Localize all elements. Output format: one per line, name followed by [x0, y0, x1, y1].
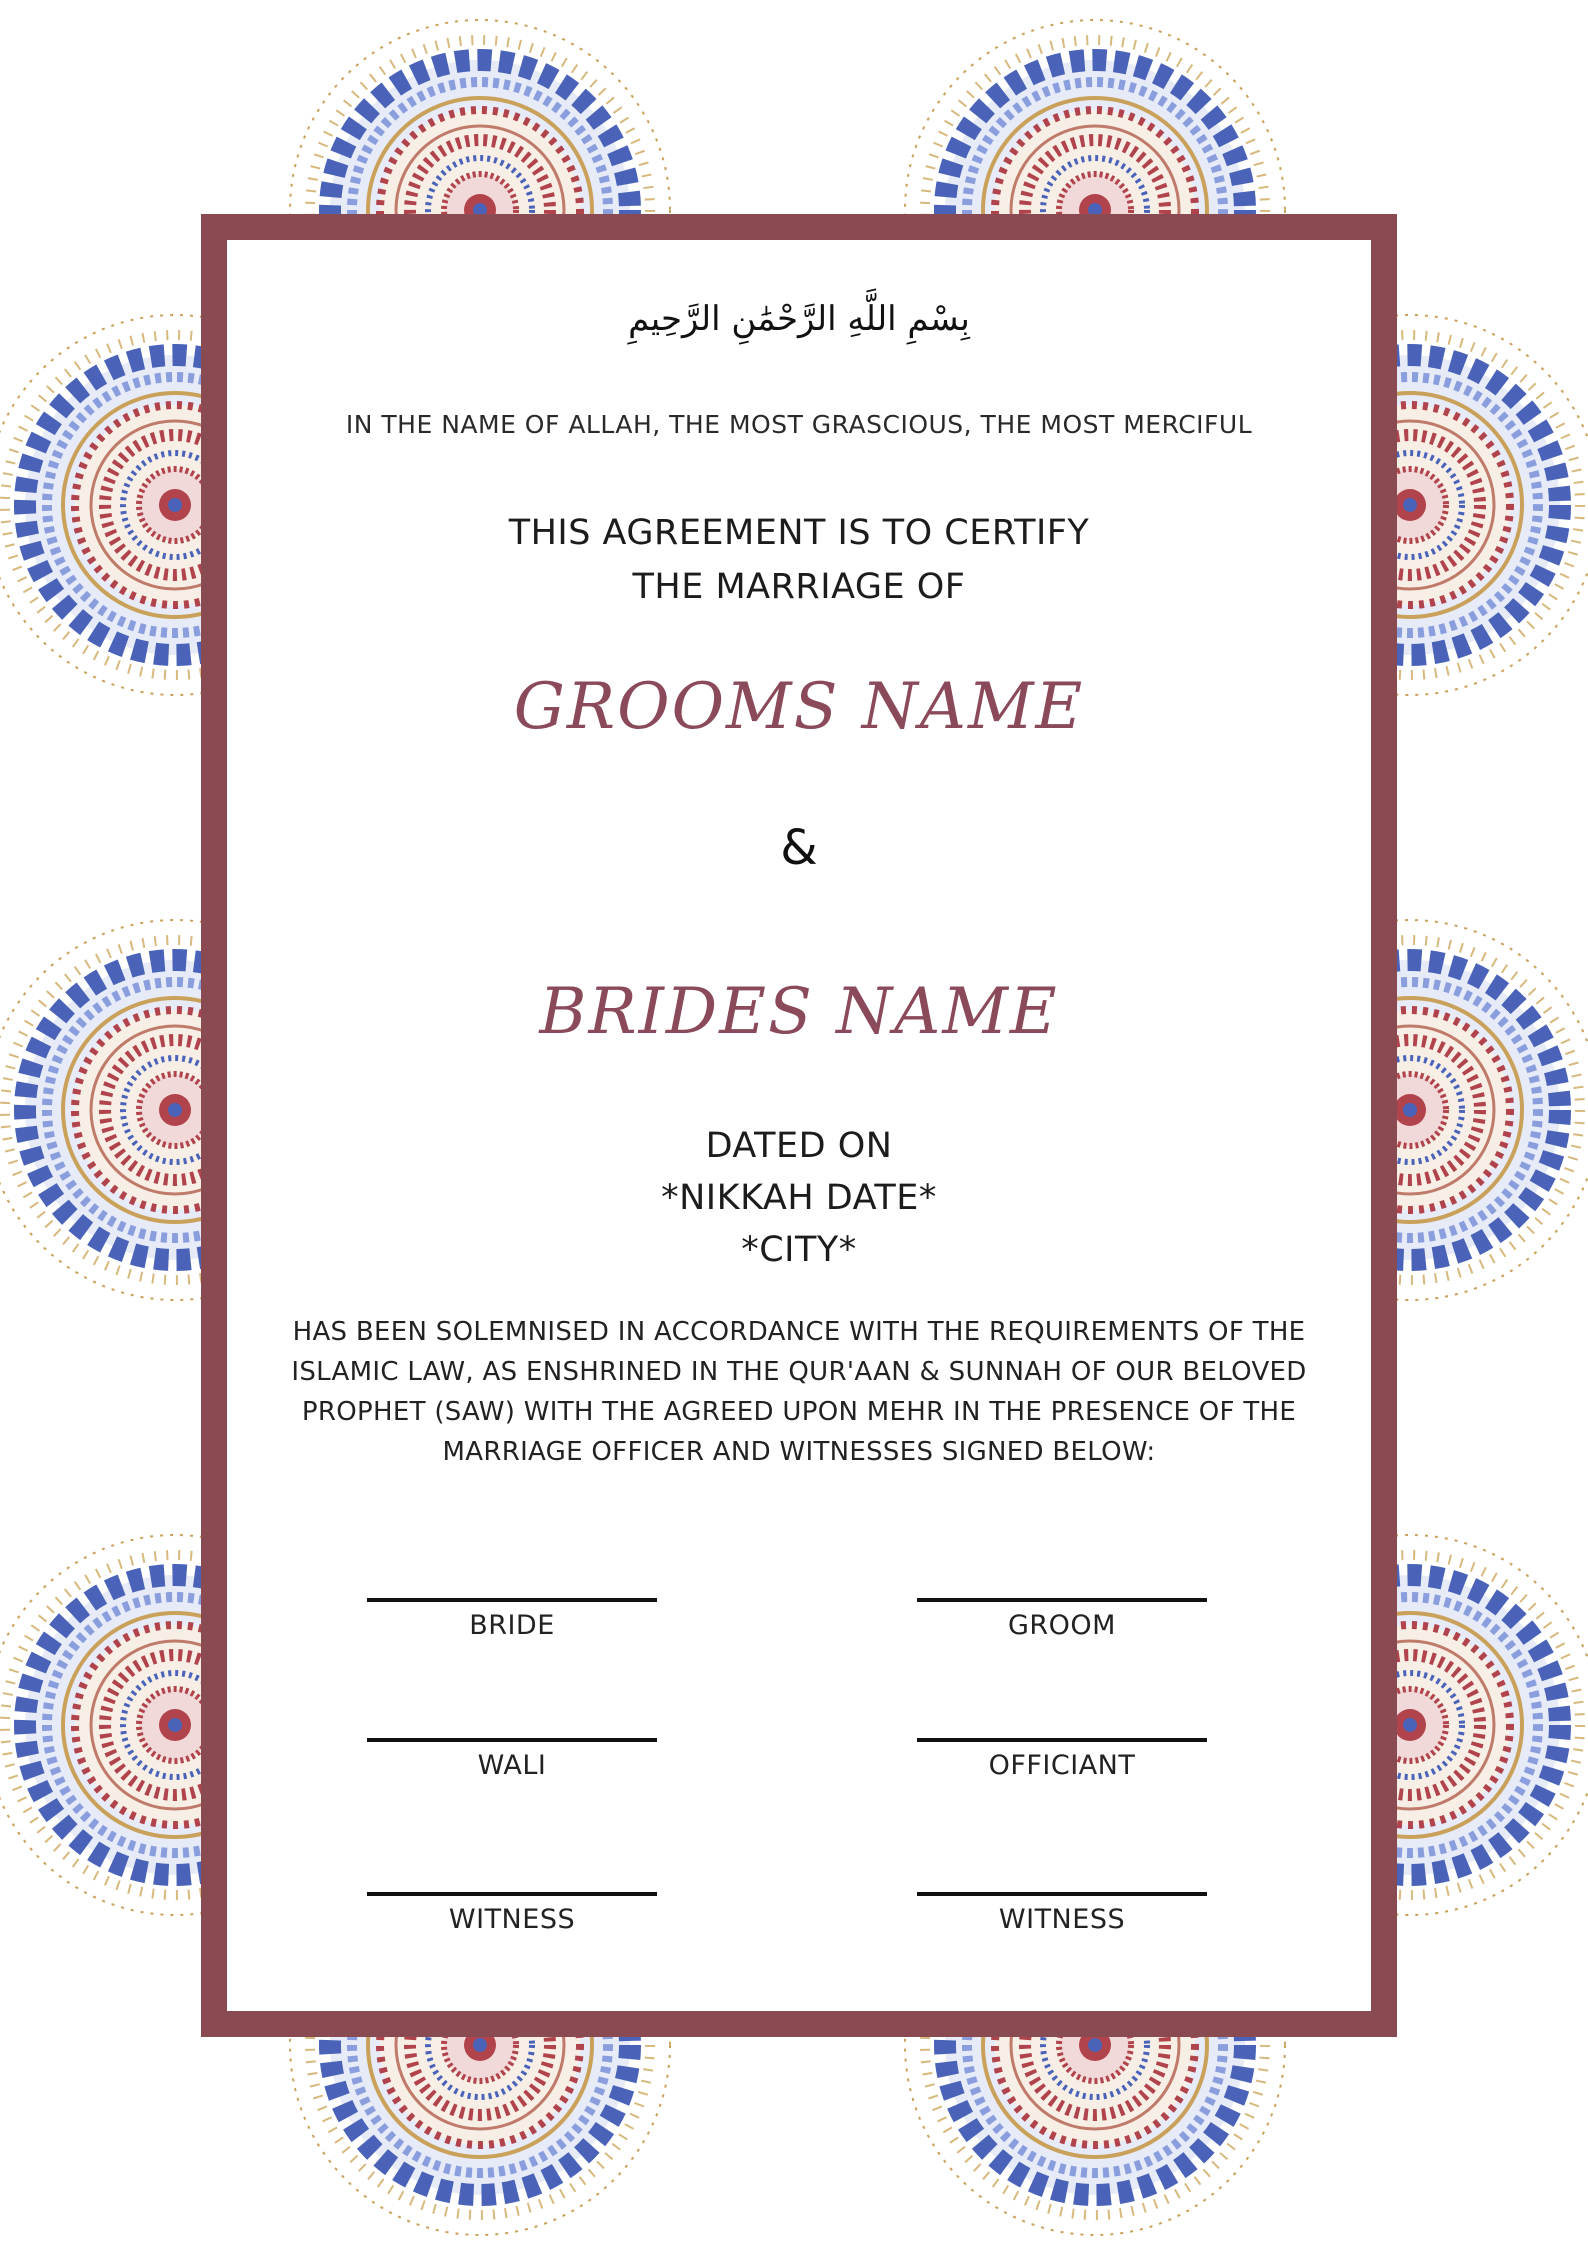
date-block	[227, 1120, 1371, 1276]
signature-bride[interactable]	[367, 1598, 657, 1641]
dated-label: DATED ON	[705, 1126, 893, 1166]
solemnisation-statement: HAS BEEN SOLEMNISED IN ACCORDANCE WITH THE REQUIREMENTS OF THE ISLAMIC LAW, AS ENSHRINED IN THE QUR'AAN & SUNNAH OF OUR BELOVED PROPHET (SAW) WITH THE AGREED UPON MEHR IN THE PRESENCE OF THE MARRIAGE OFFICER AND WITNESSES SIGNED BELOW:	[291, 1317, 1307, 1467]
signature-officiant[interactable]	[917, 1738, 1207, 1781]
certificate-body	[227, 240, 1371, 2011]
signature-line	[367, 1892, 657, 1896]
signature-witness-left[interactable]	[367, 1892, 657, 1935]
signature-label: BRIDE	[469, 1610, 555, 1641]
signature-label: WITNESS	[998, 1904, 1126, 1935]
signature-label: WALI	[477, 1750, 547, 1781]
signature-label: OFFICIANT	[988, 1750, 1136, 1781]
signature-line	[367, 1738, 657, 1742]
invocation-text: IN THE NAME OF ALLAH, THE MOST GRASCIOUS, THE MOST MERCIFUL	[345, 410, 1253, 439]
city: *CITY*	[741, 1230, 857, 1270]
certify-heading	[227, 506, 1371, 614]
certificate-frame	[201, 214, 1397, 2037]
signature-groom[interactable]	[917, 1598, 1207, 1641]
signature-label: WITNESS	[448, 1904, 576, 1935]
signature-line	[367, 1598, 657, 1602]
ampersand: &	[780, 820, 818, 876]
signature-line	[917, 1598, 1207, 1602]
bride-name: BRIDES NAME	[539, 975, 1059, 1049]
signature-witness-right[interactable]	[917, 1892, 1207, 1935]
signature-label: GROOM	[1008, 1610, 1116, 1641]
signature-wali[interactable]	[367, 1738, 657, 1781]
bismillah-calligraphy: بِسْمِ اللَّهِ الرَّحْمَٰنِ الرَّحِيمِ	[628, 299, 970, 339]
nikkah-date: *NIKKAH DATE*	[661, 1178, 937, 1218]
groom-name: GROOMS NAME	[513, 670, 1085, 744]
certify-line-2: THE MARRIAGE OF	[632, 567, 966, 607]
certify-line-1: THIS AGREEMENT IS TO CERTIFY	[508, 513, 1090, 553]
signature-line	[917, 1892, 1207, 1896]
signature-line	[917, 1738, 1207, 1742]
